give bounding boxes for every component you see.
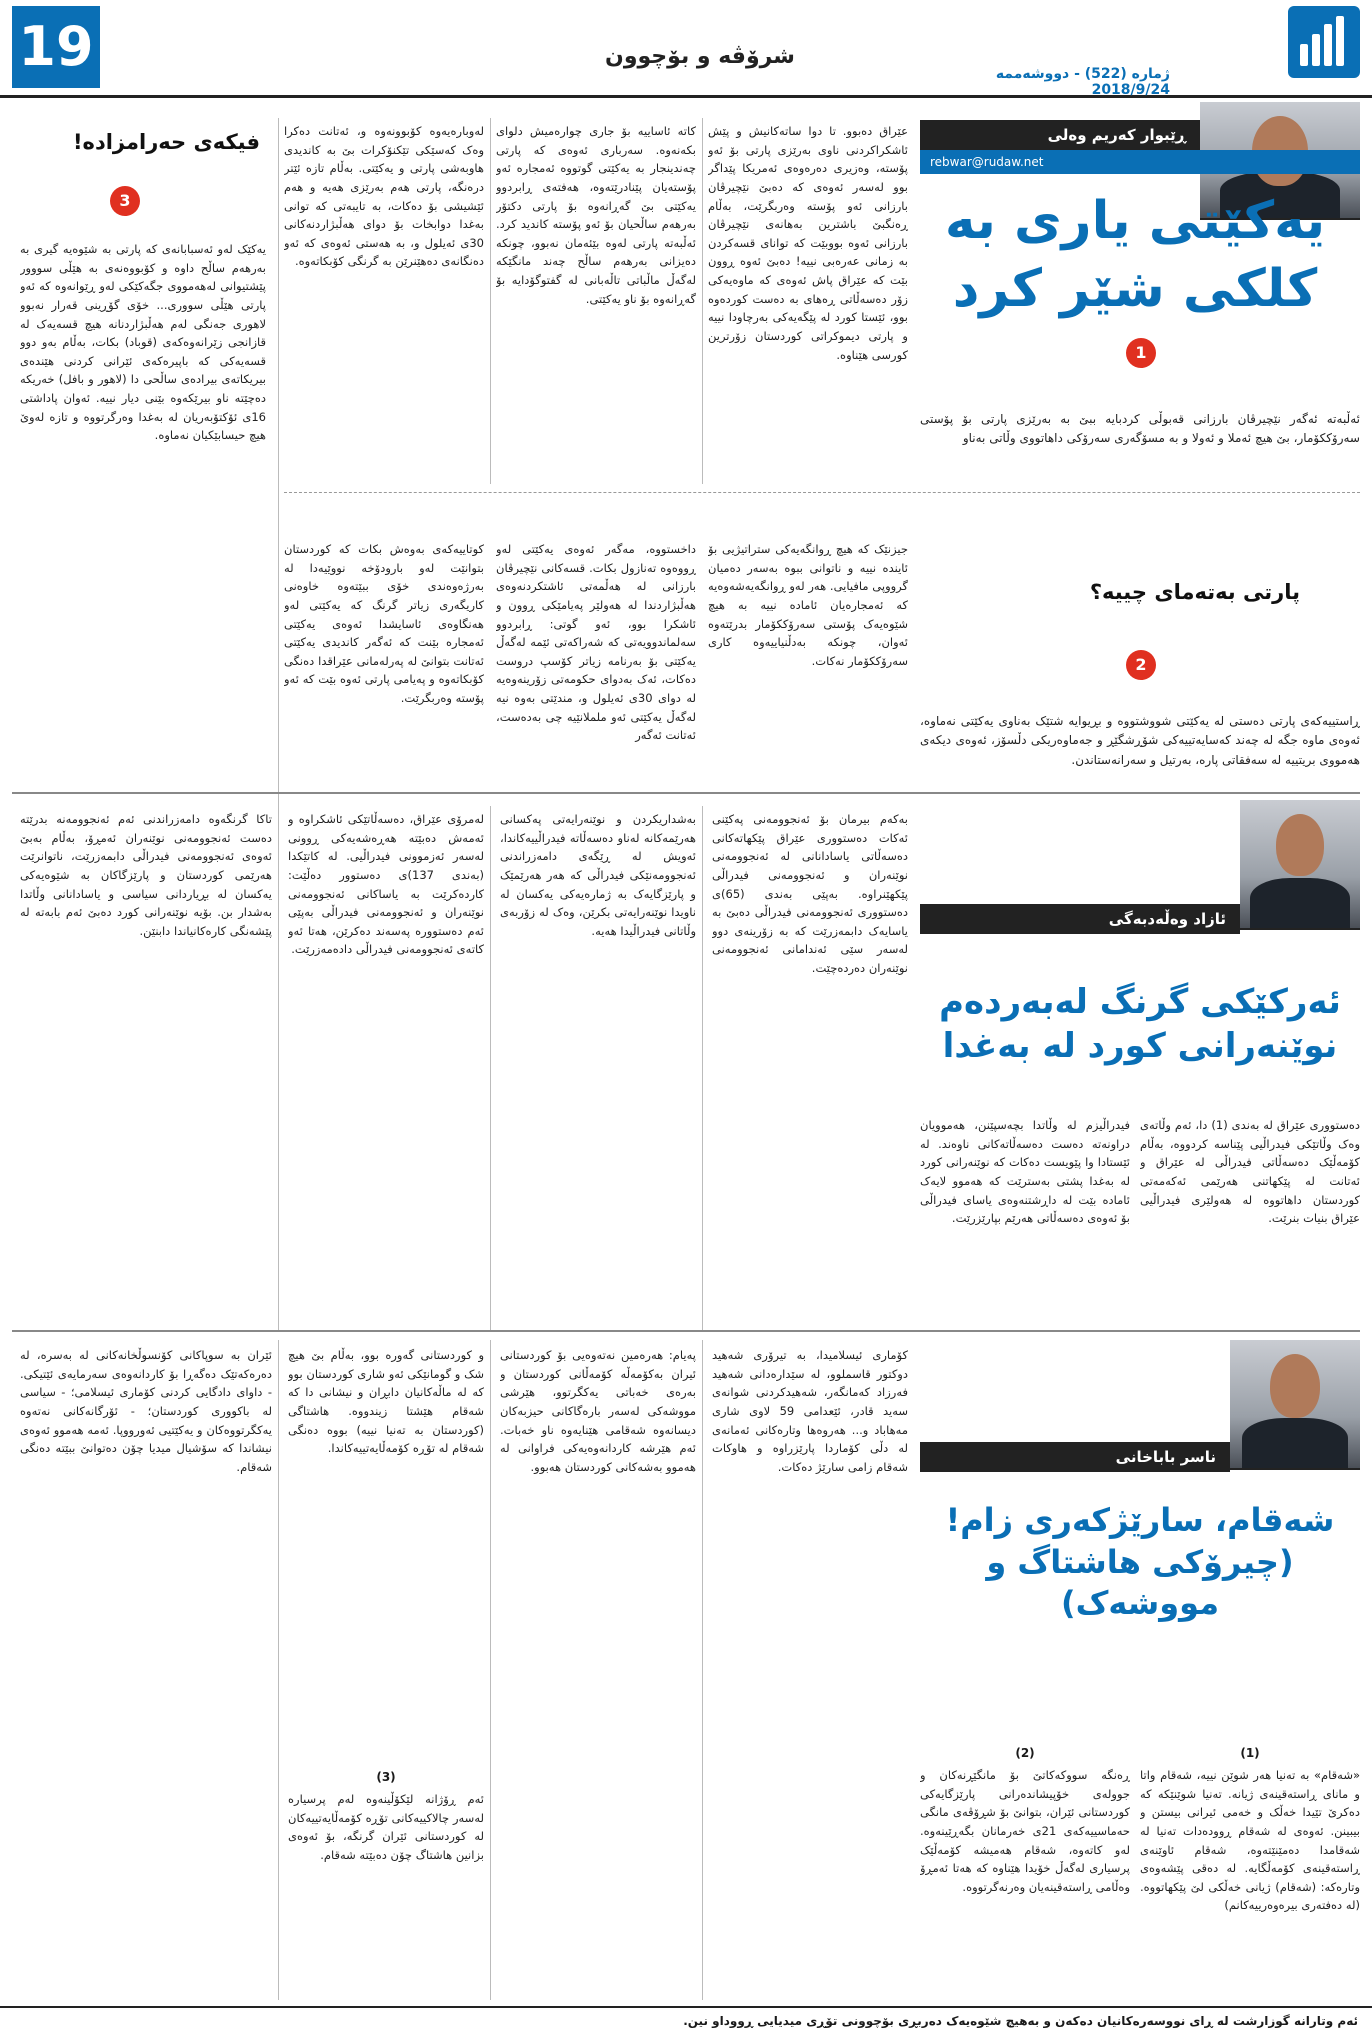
article-column: یەکێک لەو ئەسبابانەی کە پارتی بە شێوەیە گیری بە بەرهەم ساڵح داوە و کۆبووەنەی بە هێڵی سووور پێشتیوانی لەھەمووی جگەکێکی لەو ڕێوانەوە کە ئەو پارتی هێڵی سووری... خۆی گۆڕینی قەرار نەبوو لاهوری جەنگی لەم هەڵبژاردنانە هیچ قسەیەک لە قازانجی زێرانەوەکەی (قوباد) بکات، بەڵام بەو دوو قسەیەکی کە باپیرەکەی ئێرانی کردنی هێندەی بیریکاتەی بیرادەی ساڵحی دا (لاهور و بافل) خەریکە دەچێتە ناو بیرێکەوە بێنی دیار نییە. ئەوان پاداشتی 16ی ئۆکتۆبەریان لە بەغدا وەرگرتووە و تازە لەوێ هیچ حیسابێکیان نەماوە. (20, 242, 266, 443)
section-subheading: فیکەی حەرامزادە! (72, 130, 260, 154)
article-column: کاتە ئاساییە بۆ جاری چوارەمیش دلوای بکەنەوە. سەرباری ئەوەی کە پارتی چەندینجار بە یەکێتی گوتووە ئەمجارە ئەو پۆستەیان پێنادرێتەوە، هەفتەی ڕابردوو یەکێتی بێ گەڕانەوە بۆ پارتی دکتۆر بەرهەم ساڵحیان بۆ ئەو پۆستە کاندید کرد. ئەڵبەتە پارتی لەوە بێئەمان نەبوو، چونکە دەیزانی بەرهەم ساڵح چەند مانگێکە لەگەڵ ماڵباتی تاڵەبانی لە گفتوگۆدایە بۆ گەڕانەوە بۆ ناو یەکێتی. (496, 124, 696, 306)
article-column: پەیام: هەرەمین نەتەوەیی بۆ کوردستانی ئیران بەکۆمەڵە کۆمەڵانی کوردستان و بەرەی خەباتی یەکگرتوو، هێرشی مووشەکی لەسەر بارەگاکانی حیزبەکان دیسانەوە شەقامی هێنایەوە ناو خەبات. ئەم هێرشە کاردانەوەیەکی فراوانی لە هەموو بەشەکانی کوردستان هەبوو. (500, 1348, 696, 1474)
column-divider (702, 1340, 703, 2000)
rudaw-logo-icon (1288, 6, 1360, 78)
article-headline: شەقام، سارێژکەری زام! (چیرۆکی هاشتاگ و مووشەک) (945, 1501, 1335, 1623)
page-header (0, 0, 1372, 98)
article-column: بەکەم بیرمان بۆ ئەنجوومەنی پەکێنی ئەکات دەستووری عێراق پێکهاتەکانی دەسەڵاتی یاسادانانی لە ئەنجوومەنی نوێنەران و ئەنجوومەنی فیدراڵی پێکهێنراوە. بەپێی بەندی (65)ی دەستووری ئەنجوومەنی فیدراڵی دەبێ بە یاسایەک دابمەزرێت کە بە زۆرینەی دوو لەسەر سێی ئەندامانی ئەنجوومەنی نوێنەران دەردەچێت. (712, 812, 908, 975)
section-badge: 3 (110, 186, 140, 216)
page-number: 19 (12, 6, 100, 88)
column-divider (490, 118, 491, 484)
article-column: تاکا گرنگەوە دامەزراندنی ئەم ئەنجوومەنە بدرێتە دەست ئەنجوومەنی نوێنەران ئەمڕۆ، بەڵام بەبێ ئەوەی ئەنجوومەنی فیدراڵی دابمەزرێت، ناتوانرێت هەرێمی کوردستان و پارێزگاکان بە شێوەیەکی یەکسان لە بڕیاردانی سیاسی و یاسادانانی وڵاتدا بەشدار بن. بۆیە نوێنەرانی کورد دەبێ ئەم بابەتە لە پێشەنگی کارەکانیاندا دابنێن. (20, 812, 272, 938)
column-divider (278, 806, 279, 1330)
section-subheading: پارتی بەتەمای چییە؟ (1089, 580, 1300, 604)
column-divider (278, 1340, 279, 2000)
column-divider (702, 118, 703, 484)
article-column: کوتاییەکەی بەوەش بکات کە کوردستان بتوانێت لەو بارودۆخە نووێیەدا لە بەرژەوەندی خۆی ببێتەوە خاوەنی کاریگەری زیاتر گرنگ کە یەکێتی لەو هەنگاوەی ئاسایشدا ئەوەی یەکێتی ئەمجارە بێنت کە ئەگەر کاندیدی یەکێتی ئەتانت بتوانێ لە پەرلەمانی عێراقدا دەنگی کۆبکاتەوە و پەیامی پارتی ئەوە بێت کە ئەو پۆستە وەربگرێت. (284, 542, 484, 705)
numbered-section: (3) (376, 1770, 396, 1784)
column-divider (490, 1340, 491, 2000)
numbered-section: (1) (1240, 1746, 1260, 1760)
author-name: ئازاد وەڵەدبەگی (920, 904, 1240, 934)
article-column: لەمرۆی عێراق، دەسەڵاتێکی ئاشکراوە و ئەمەش دەبێتە هەڕەشەیەکی ڕوونی لەسەر ئەزموونی فیدراڵیی. لە کاتێکدا (بەندی 137)ی دەستوور دەڵێت: کاردەکرێت بە یاساکانی ئەنجوومەنی نوێنەران و ئەنجوومەنی فیدراڵی بەپێی ئەم دەستوورە پەسەند دەکرێن، هەتا ئەو کاتەی ئەنجوومەنی فیدراڵی دادەمەزرێت. (288, 812, 484, 957)
author-photo-naser (1230, 1340, 1360, 1470)
section-title: شرۆڤە و بۆچوون (605, 44, 795, 69)
article-column: عێراق دەبوو. تا دوا ساتەکانیش و پێش ئاشکراکردنی ناوی بەرێزی پارتی بۆ ئەو پۆستە، وەزیری دەرەوەی ئەمریکا پێداگر بوو لەسەر ئەوەی کە دەبێ نێچیرڤان بارزانی ئەو پۆستە وەربگرێت، بەڵام ڕەنگبێ باشترین بەهانەی نێچیرڤان بارزانی ئەوە بووبێت کە توانای قسەکردن بە زمانی عەرەبی نییە! دەبێ ئەوە ڕوون بێت کە عێراق پاش ئەوەی کە ماوەیەکی زۆر دەسەڵاتی ڕەهای بە دەست کوردەوە بوو، ئێستا کورد لە پێگەیەکی بەرچاودا نییە و پارتی دیموکراتی کوردستان زۆرترین کورسی هێناوە. (708, 124, 908, 362)
article-column: کۆماری ئیسلامیدا، بە تیرۆری شەهید دوکتور قاسملوو، لە سێدارەدانی شەهید فەرزاد کەمانگەر، شەهیدکردنی شوانەی سەید قادر، ئێعدامی 59 لاوی شاری مەهاباد و... هەروەها وتارەکانی ئەمانەی لە دڵی کۆماردا پارێزراوە و هاوکات شەقام زامی سارێژ دەکات. (712, 1348, 908, 1474)
article-column: لەوبارەیەوە کۆبوونەوە و، ئەتانت دەکرا وەک کەسێکی تێکنۆکرات بێ بە کاندیدی هاوبەشی پارتی و یەکێتی. بەڵام تازە ئێتر درەنگە، پارتی هەم بەرێزی هەیە و هەم ئێشیشی بۆ دەکات، بە تایبەتی کە توانی بەغدا دوابخات بۆ دوای هەڵبژاردنەکانی 30ی ئەیلول و، بە هەستی ئەوەی کە ئەو دەنگانەی دەهێنرێن بە گرنگی کۆبکاتەوە. (284, 124, 484, 269)
author-name: ڕێبوار کەریم وەلی (920, 120, 1200, 150)
dashed-separator (284, 492, 1360, 493)
article-lead: ڕاستییەکەی پارتی دەستی لە یەکێتی شووشتووە و بڕیوایە شتێک بەناوی یەکێتی نەماوە، ئەوەی ماوە جگە لە چەند کەسایەتییەکی شۆڕشگێڕ و جەماوەریکی دڵسۆز، ئەوەی دیکەی هەمووی بریتییە لە سەفقاتی پارە، بەرتیل و سەرانەستاندن. (920, 714, 1360, 767)
author-name: ناسر باباخانی (920, 1442, 1230, 1472)
page-footer-disclaimer: ئەم وتارانە گوزارشت لە ڕای نووسەرەکانیان دەکەن و بەهیچ شێوەیەک دەربڕی بۆچوونی تۆڕی میدیایی ڕووداو نین. (0, 2006, 1372, 2034)
article-lead: ئەڵبەتە ئەگەر نێچیرڤان بارزانی قەبوڵی کردبایە ببێ بە بەرێزی پارتی بۆ پۆستی سەرۆککۆمار، بێ هیچ ئەملا و ئەولا و بە مسۆگەری سەرۆکی داهاتووی وڵاتی بەناو (920, 412, 1360, 446)
numbered-section: (2) (1015, 1746, 1035, 1760)
column-divider (490, 806, 491, 1330)
article-column: بەشداریکردن و نوێنەرایەتی پەکسانی هەرێمەکانە لەناو دەسەڵاتە فیدراڵییەکاندا، ئەویش لە ڕێگەی دامەزراندنی ئەنجوومەنێکی فیدراڵی کە هەر هەرێمێک و پارێزگایەک بە ژمارەیەکی یەکسان لە ناویدا نوێنەرایەتی بکرێن، وەک لە زۆربەی وڵاتانی فیدراڵیدا هەیە. (500, 812, 696, 938)
author-email[interactable]: rebwar@rudaw.net (920, 150, 1360, 174)
section-badge: 1 (1126, 338, 1156, 368)
section-divider (12, 1330, 1360, 1332)
article-column: «شەقام» بە تەنیا هەر شوێن نییە، شەقام واتا و مانای ڕاستەقینەی ژیانە. تەنیا شوێنێکە کە دەکرێ تێیدا خەڵک و خەمی ئیرانی بیستن و بیبینن. ئەوەی لە شەقام ڕوودەدات تەنیا لە شەقامدا دەمێنێتەوە، شەقام ئاوێنەی ڕاستەقینەی کۆمەڵگایە. لە دەقی پێشەوەی وتارەکە: (شەقام) ژیانی خەڵکی لێ پێکهاتووە. (لە دەفتەری بیرەوەرییەکانم) (1140, 1768, 1360, 1913)
article-column: داخستووە، مەگەر ئەوەی یەکێتی لەو ڕووەوە تەنازول بکات. قسەکانی نێچیرڤان بارزانی لە هەڵمەتی ئاشتکردنەوەی هەڵبژاردندا لە هەولێر پەیامێکی ڕوون و ئاشکرا بوو، ئەو گوتی: ڕابردوو سەلماندوویەتی کە شەراکەتی ئێمە لەگەڵ یەکێتی بۆ بەرنامە زیاتر کۆسپ دروست دەکات، ئەک بەدوای حکومەتی زۆرینەوەیە لە دوای 30ی ئەیلول و، مندێتی بەوە نیە لەگەڵ یەکێتی ئەو ململانێیە چی بەدەست، ئەتانت ئەگەر (496, 542, 696, 743)
author-photo-azad (1240, 800, 1360, 930)
section-divider (12, 792, 1360, 794)
article-column: و کوردستانی گەورە بوو، بەڵام بێ هیچ شک و گومانێکی ئەو شاری کوردستان بوو کە لە ماڵەکانیان دابڕان و نیشانی دا کە شەقام هێشتا زیندووە. هاشتاگی (کوردستان بە تەنیا نییە) بووە دەنگی شەقام لە تۆڕە کۆمەڵایەتییەکاندا. (288, 1348, 484, 1456)
article-lead: فیدراڵیزم لە وڵاتدا بچەسپێنن، هەموویان دراونەتە دەست دەسەڵاتەکانی ناوەند. لە ئێستادا وا پێویست دەکات کە نوێنەرانی کورد لە بەغدا پشتی بەسترێت کە هەموو لایەک ئامادە بێت لە داڕشتنەوەی یاسای فیدراڵی بۆ ئەوەی دەسەڵاتی هەرێم بپارێزرێت. (920, 1118, 1130, 1226)
section-badge: 2 (1126, 650, 1156, 680)
article-headline: یەکێتی یاری بە کلکی شێر کرد (944, 191, 1326, 319)
column-divider (702, 806, 703, 1330)
article-headline: ئەرکێکی گرنگ لەبەردەم نوێنەرانی کورد لە بەغدا (939, 982, 1341, 1067)
issue-info: ژمارە (522) - دووشەممە 2018/9/24 (995, 66, 1170, 98)
article-column: ئێران بە سوپاکانی کۆنسوڵخانەکانی لە بەسرە، لە دەرەکەتێک دەگەڕا بۆ کاردانەوەی سەرمایەی ئێتیکی. - داوای دادگایی کردنی کۆماری ئیسلامی؛ - سیاسی لە باکووری کوردستان؛ - ئۆرگانەکانی نەتەوە یەکگرتووەکان و یەکێتیی ئەورووپا. ئەمە هەموو ئەوەی نیشاندا کە سۆشیال میدیا چۆن دەتوانێ ببێتە دەنگی شەقام. (20, 1348, 272, 1474)
article-column: جیزنێک کە هیچ ڕوانگەیەکی ستراتیژیی بۆ ئاینده نییە و ناتوانی ببوە بەسەر دەمیان گرووپی مافیایی. هەر لەو ڕوانگەیەشەوەیە کە ئەمجارەیان ئامادە نییە بە هیچ شێوەیەک پۆستی سەرۆککۆمار بدرێتەوە ئەوان، چونکە بەدڵنیاییەوە کاری سەرۆککۆمار نەکات. (708, 542, 908, 668)
article-column: ڕەنگە سووکەکاتێ بۆ مانگێڕنەکان و جوولەی خۆپیشاندەرانی پارێزگایەکی کوردستانی ئێران، بتوانێ بۆ شڕۆڤەی مانگی حەماسییەکەی 21ی خەرمانان بگەڕێینەوە. لەو کاتەوە، شەقام هەمیشە کۆمەڵێک پرسیاری لەگەڵ خۆیدا هێناوە کە هەتا ئەمڕۆ وەڵامی ڕاستەقینەیان وەرنەگرتووە. (920, 1768, 1130, 1894)
article-column: ئەم ڕۆژانە لێکۆڵینەوە لەم پرسیارە لەسەر چالاکییەکانی تۆڕە کۆمەڵایەتییەکان لە کوردستانی ئێران گرنگە، بۆ ئەوەی بزانین هاشتاگ چۆن دەبێتە شەقام. (288, 1792, 484, 1862)
article-lead: دەستووری عێراق لە بەندی (1) دا، ئەم وڵاتەی وەک وڵاتێکی فیدراڵیی پێناسە کردووە، بەڵام کۆمەڵێک دەسەڵاتی فیدراڵی لە عێراق و ئەتانت لە پێکهاتنی هەرێمی ئەکەمەتی کوردستان داهاتووە لە هەولێری فیدراڵیی عێراق بنیات بنرێت. (1140, 1118, 1360, 1226)
column-divider (278, 118, 279, 884)
